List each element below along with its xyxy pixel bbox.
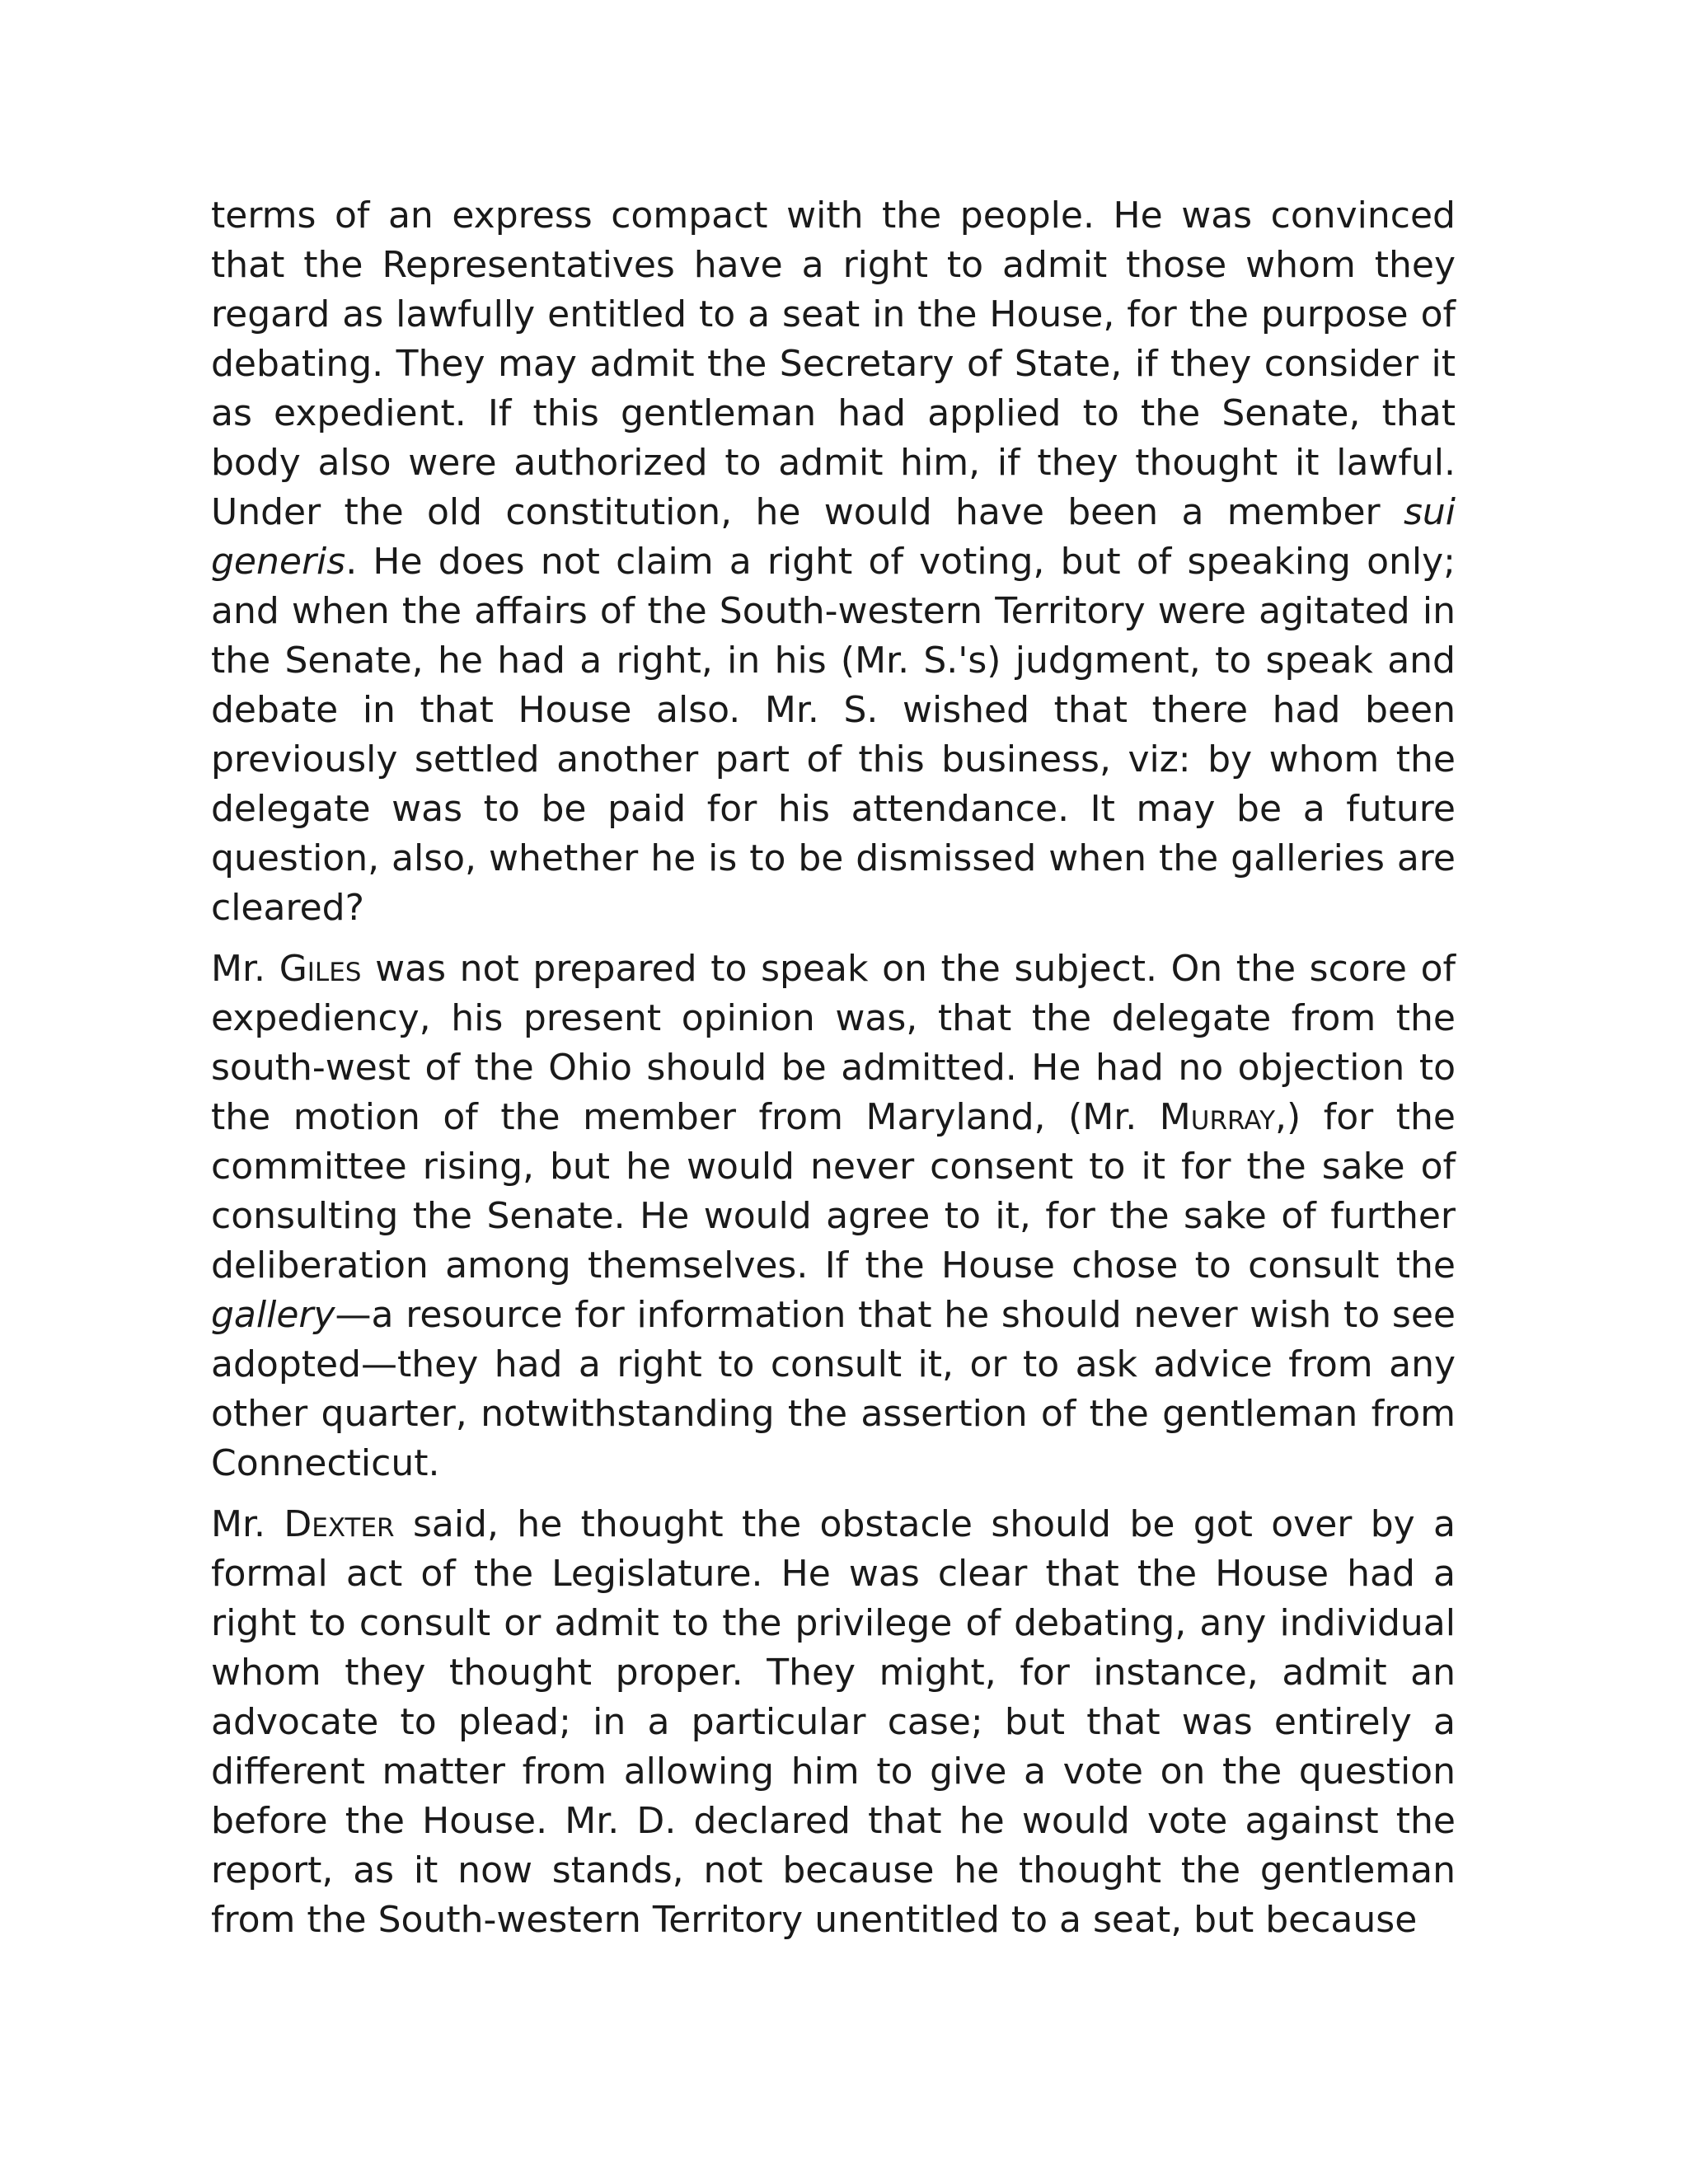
text-run: Mr.	[211, 1503, 284, 1545]
speaker-name: Giles	[279, 948, 362, 990]
italic-phrase: gallery	[211, 1294, 335, 1336]
italic-phrase: sui generis	[211, 491, 1456, 583]
text-run: was not prepared to speak on the subject. On the score of expediency, his present opinion was, that the delegate from the south-west of the Ohio should be admitted. He had no objection to the motion of the member from Maryland, (Mr.	[211, 948, 1456, 1138]
text-run: —a resource for information that he should never wish to see adopted—they had a right to consult it, or to ask advice from any other quarter, notwithstanding the assertion of the gentleman from Connecticut.	[211, 1294, 1456, 1484]
text-run: terms of an express compact with the people. He was convinced that the Representatives have a right to admit those whom they regard as lawfully entitled to a seat in the House, for the purpose of debating. They may admit the Secretary of State, if they consider it as expedient. If this gentleman had applied to the Senate, that body also were authorized to admit him, if they thought it lawful. Under the old constitution, he would have been a member	[211, 194, 1456, 533]
text-run: ,) for the committee rising, but he would never consent to it for the sake of consulting the Senate. He would agree to it, for the sake of further deliberation among themselves. If the House chose to consult the	[211, 1096, 1456, 1286]
text-run: . He does not claim a right of voting, but of speaking only; and when the affairs of the South-western Territory were agitated in the Senate, he had a right, in his (Mr. S.'s) judgment, to speak and debate in that House also. Mr. S. wished that there had been previously settled another part of this business, viz: by whom the delegate was to be paid for his attendance. It may be a future question, also, whether he is to be dismissed when the galleries are cleared?	[211, 541, 1456, 929]
paragraph-1	[211, 191, 1456, 933]
paragraph-2	[211, 944, 1456, 1488]
text-run: Mr.	[211, 948, 279, 990]
paragraph-3	[211, 1500, 1456, 1945]
speaker-name: Dexter	[284, 1503, 395, 1545]
document-page	[211, 191, 1456, 1957]
text-run: said, he thought the obstacle should be got over by a formal act of the Legislature. He was clear that the House had a right to consult or admit to the privilege of debating, any individual whom they thought proper. They might, for instance, admit an advocate to plead; in a particular case; but that was entirely a different matter from allowing him to give a vote on the question before the House. Mr. D. declared that he would vote against the report, as it now stands, not because he thought the gentleman from the South-western Territory unentitled to a seat, but because	[211, 1503, 1456, 1941]
speaker-name: Murray	[1159, 1096, 1276, 1138]
